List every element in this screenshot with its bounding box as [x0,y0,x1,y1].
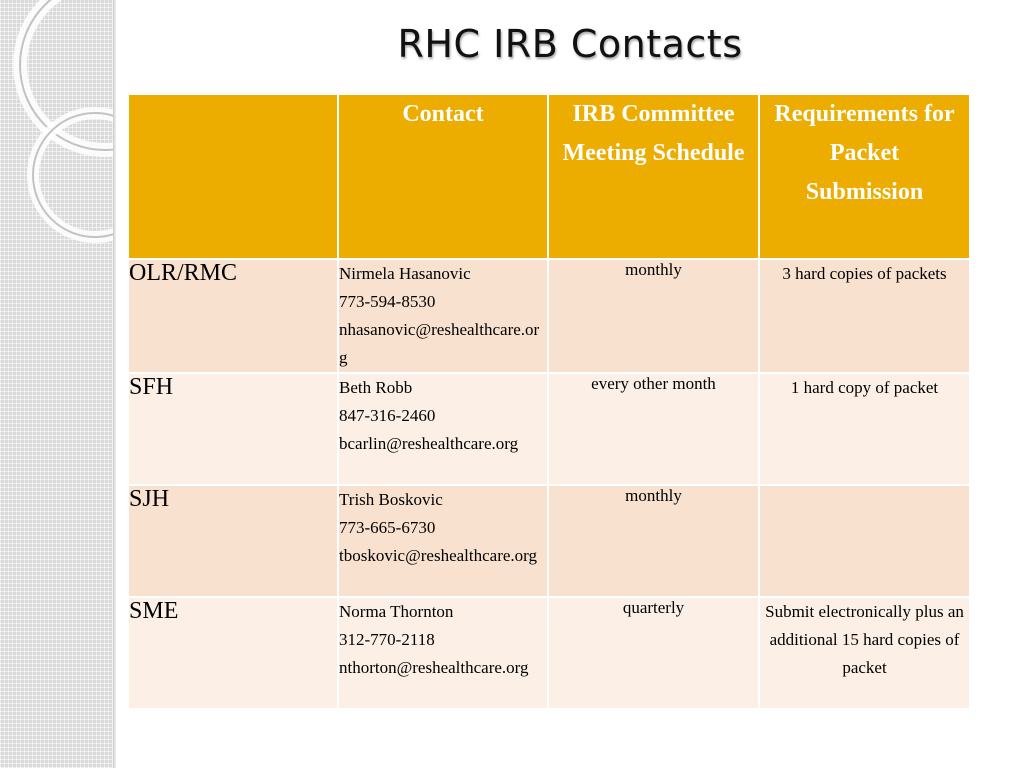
contact-name: Beth Robb [339,378,413,397]
contact-phone: 312-770-2118 [339,630,435,649]
schedule-cell: monthly [548,485,759,597]
contact-phone: 847-316-2460 [339,406,436,425]
contact-cell [338,597,548,709]
contact-cell [338,373,548,485]
contact-name: Trish Boskovic [339,490,443,509]
site-cell: OLR/RMC [128,259,338,373]
table-row [128,259,970,373]
site-cell: SME [128,597,338,709]
header-contact: Contact [338,94,548,259]
requirements-cell: 1 hard copy of packet [759,373,970,485]
requirements-cell [759,485,970,597]
table-header-row [128,94,970,259]
slide-title: RHC IRB Contacts [397,22,743,66]
contact-email: nthorton@reshealthcare.org [339,658,529,677]
contact-email: nhasanovic@reshealthcare.org [339,320,540,367]
table-row [128,485,970,597]
contact-phone: 773-665-6730 [339,518,436,537]
decorative-side-strip [0,0,113,768]
table-row [128,597,970,709]
contact-name: Norma Thornton [339,602,454,621]
header-site [128,94,338,259]
ring-decoration-icon [0,0,113,260]
requirements-cell: 3 hard copies of packets [759,259,970,373]
schedule-cell: quarterly [548,597,759,709]
table-row [128,373,970,485]
contact-cell [338,485,548,597]
irb-contacts-table [127,93,971,710]
schedule-cell: monthly [548,259,759,373]
contact-name: Nirmela Hasanovic [339,264,471,283]
site-cell: SJH [128,485,338,597]
site-cell: SFH [128,373,338,485]
header-schedule: IRB Committee Meeting Schedule [548,94,759,259]
contact-phone: 773-594-8530 [339,292,436,311]
contact-email: bcarlin@reshealthcare.org [339,434,519,453]
contact-cell [338,259,548,373]
schedule-cell: every other month [548,373,759,485]
side-strip-edge [113,0,116,768]
requirements-cell: Submit electronically plus an additional 15 hard copies of packet [759,597,970,709]
contact-email: tboskovic@reshealthcare.org [339,546,538,565]
header-requirements: Requirements for Packet Submission [759,94,970,259]
